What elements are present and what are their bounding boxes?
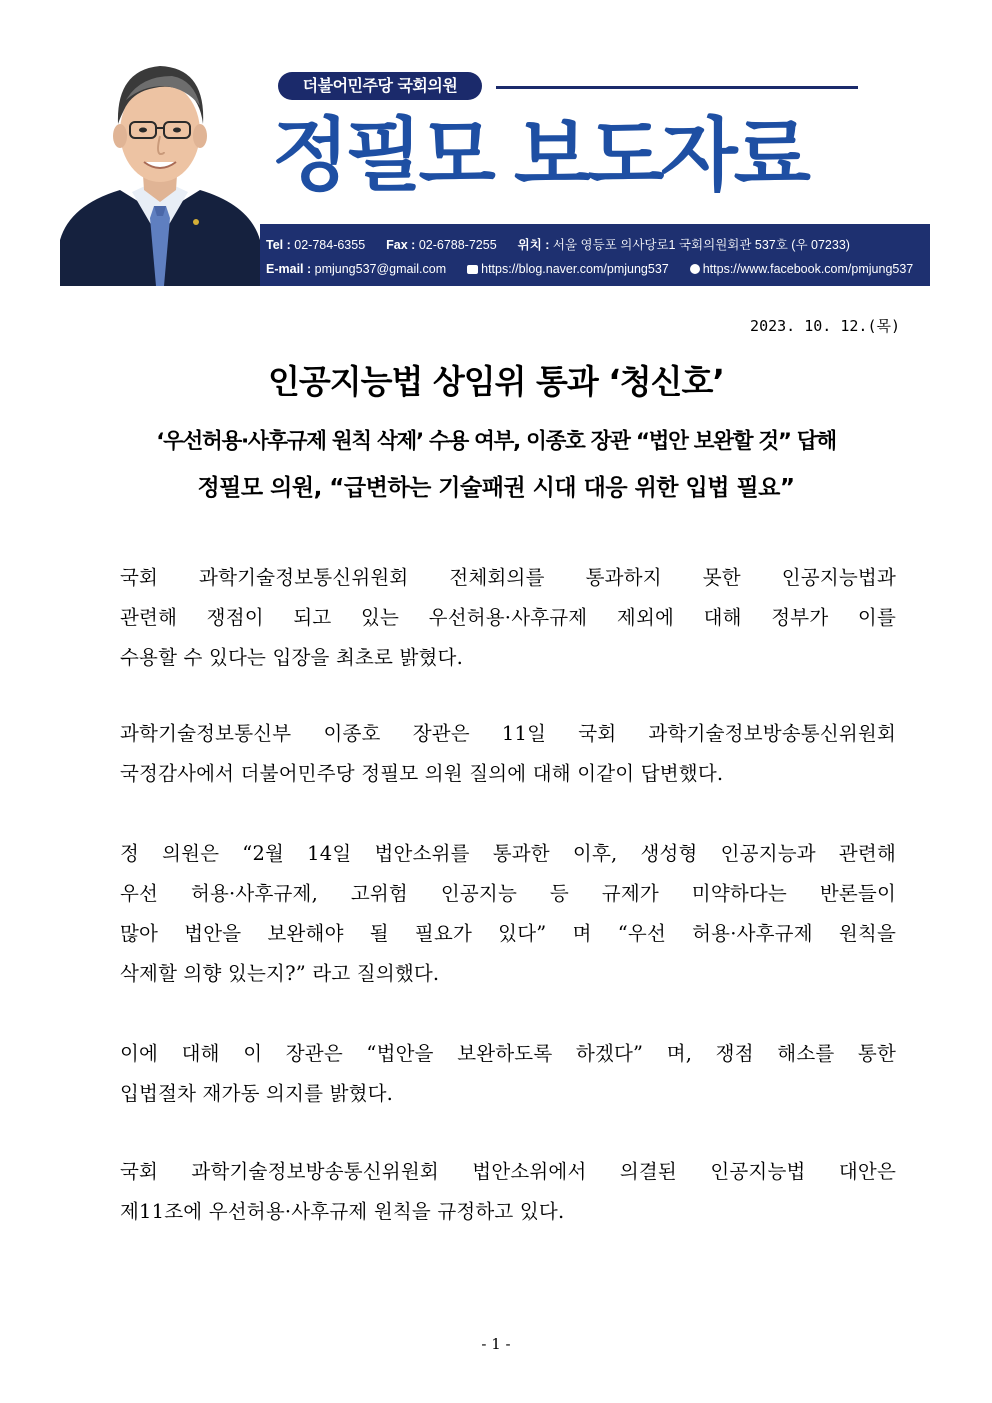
facebook-link[interactable]: https://www.facebook.com/pmjung537 <box>702 262 914 276</box>
paragraph-line: 정 의원은 “2월 14일 법안소위를 통과한 이후, 생성형 인공지능과 관련해 <box>120 842 896 865</box>
press-release-word: 보도자료 <box>513 109 807 202</box>
blog-link[interactable]: https://blog.naver.com/pmjung537 <box>481 262 669 276</box>
press-release-banner <box>60 40 930 286</box>
paragraph-line: 국회 과학기술정보통신위원회 전체회의를 통과하지 못한 인공지능법과 <box>120 566 896 589</box>
press-release-title <box>272 106 932 206</box>
release-date: 2023. 10. 12.(목) <box>750 317 900 335</box>
paragraph-line: 삭제할 의향 있는지?” 라고 질의했다. <box>120 962 440 985</box>
paragraph-line: 많아 법안을 보완해야 될 필요가 있다” 며 “우선 허용·사후규제 원칙을 <box>120 922 896 945</box>
blog-icon <box>467 265 478 274</box>
contact-row-phone <box>266 233 930 257</box>
paragraph-line: 입법절차 재가동 의지를 밝혔다. <box>120 1082 394 1105</box>
party-affiliation-label: 더불어민주당 국회의원 <box>278 72 482 100</box>
fax-label: Fax : <box>386 238 416 252</box>
paragraph-line: 수용할 수 있다는 입장을 최초로 밝혔다. <box>120 646 463 669</box>
paragraph-line: 이에 대해 이 장관은 “법안을 보완하도록 하겠다” 며, 쟁점 해소를 통한 <box>120 1042 896 1065</box>
email-label: E-mail : <box>266 262 312 276</box>
paragraph-line: 관련해 쟁점이 되고 있는 우선허용·사후규제 제외에 대해 정부가 이를 <box>120 606 896 629</box>
lawmaker-name: 정필모 <box>272 109 492 202</box>
paragraph-line: 제11조에 우선허용·사후규제 원칙을 규정하고 있다. <box>120 1200 565 1223</box>
paragraph-line: 과학기술정보통신부 이종호 장관은 11일 국회 과학기술정보방송통신위원회 <box>120 722 896 745</box>
lawmaker-portrait <box>60 40 260 286</box>
subheadline-1: ‘우선허용·사후규제 원칙 삭제’ 수용 여부, 이종호 장관 “법안 보완할 것” 답해 <box>156 429 836 454</box>
contact-bar <box>260 224 930 286</box>
body-paragraph-2 <box>120 714 896 794</box>
contact-row-online <box>266 257 930 281</box>
subheadline-2: 정필모 의원, “급변하는 기술패권 시대 대응 위한 입법 필요” <box>197 475 795 501</box>
page-number: - 1 - <box>481 1335 511 1353</box>
body-paragraph-5 <box>120 1152 896 1232</box>
fax-value: 02-6788-7255 <box>418 238 497 252</box>
paragraph-line: 국회 과학기술정보방송통신위원회 법안소위에서 의결된 인공지능법 대안은 <box>120 1160 896 1183</box>
body-paragraph-1 <box>120 558 896 678</box>
facebook-icon <box>690 264 700 274</box>
location-value: 서울 영등포 의사당로1 국회의원회관 537호 (우 07233) <box>552 238 850 252</box>
tel-label: Tel : <box>266 238 291 252</box>
email-value[interactable]: pmjung537@gmail.com <box>314 262 447 276</box>
paragraph-line: 국정감사에서 더불어민주당 정필모 의원 질의에 대해 이같이 답변했다. <box>120 762 724 785</box>
header-divider <box>496 86 858 89</box>
headline: 인공지능법 상임위 통과 ‘청신호’ <box>268 362 724 401</box>
location-label: 위치 : <box>517 238 550 252</box>
body-paragraph-4 <box>120 1034 896 1114</box>
tel-value: 02-784-6355 <box>294 238 366 252</box>
paragraph-line: 우선 허용·사후규제, 고위험 인공지능 등 규제가 미약하다는 반론들이 <box>120 882 896 905</box>
body-paragraph-3 <box>120 834 896 994</box>
